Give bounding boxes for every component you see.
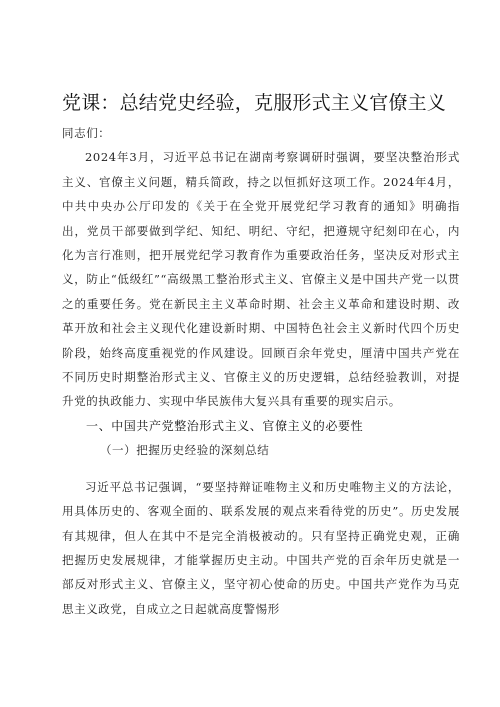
paragraph-body: 习近平总书记强调，“要坚持辩证唯物主义和历史唯物主义的方法论，用具体历史的、客观全面的、联系发展的观点来看待党的历史”。历史发展有其规律，但人在其中不是完全消极被动的。只有坚持正确党史观，正确把握历史发展规律，才能掌握历史主动。中国共产党的百余年历史就是一部反对形式主义、官僚主义，坚守初心使命的历史。中国共产党作为马克思主义政党，自成立之日起就高度警惕形 [62, 479, 460, 616]
document-body [62, 121, 460, 621]
salutation: 同志们： [62, 126, 111, 140]
paragraph-intro: 2024年3月，习近平总书记在湖南考察调研时强调，要坚决整治形式主义、官僚主义问题，精兵简政，持之以恒抓好这项工作。2024年4月，中共中央办公厅印发的《关于在全党开展党纪学习教育的通知》明确指出，党员干部要做到学纪、知纪、明纪、守纪，把遵规守纪刻印在心，内化为言行准则，把开展党纪学习教育作为重要政治任务，坚决反对形式主义，防止“低级红”“高级黑工整治形式主义、官僚主义是中国共产党一以贯之的重要任务。党在新民主主义革命时期、社会主义革命和建设时期、改革开放和社会主义现代化建设新时期、中国特色社会主义新时代四个历史阶段，始终高度重视党的作风建设。回顾百余年党史，厘清中国共产党在不同历史时期整治形式主义、官僚主义的历史逻辑，总结经验教训，对提升党的执政能力、实现中华民族伟大复兴具有重要的现实启示。 [62, 150, 460, 409]
document-title: 党课：总结党史经验，克服形式主义官僚主义 [62, 92, 447, 114]
subsection-heading: （一）把握历史经验的深刻总结 [99, 443, 270, 458]
section-heading: 一、中国共产党整治形式主义、官僚主义的必要性 [86, 418, 364, 433]
